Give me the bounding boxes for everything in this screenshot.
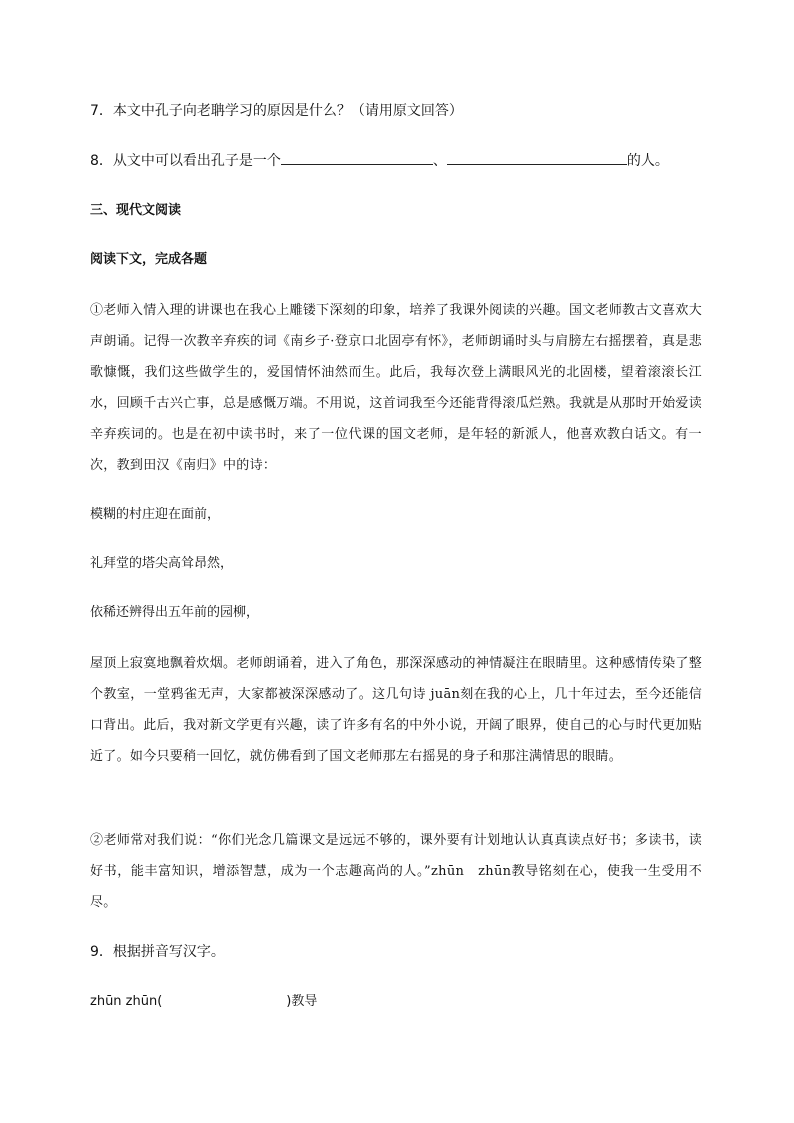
answer-blank-1[interactable] [281,150,433,165]
question-8-separator: 、 [432,153,447,169]
pinyin-text: zhūn zhūn( [90,994,163,1009]
section-title: 三、现代文阅读 [90,203,182,218]
question-8-prefix: 8．从文中可以看出孔子是一个 [90,153,281,169]
poem-line-1: 模糊的村庄迎在面前， [90,507,221,522]
answer-close-text: )教导 [286,994,318,1009]
passage-paragraph-2: 屋顶上寂寞地飘着炊烟。老师朗诵着，进入了角色，那深深感动的神情凝注在眼睛里。这种感情传染了整个教室，一堂鸦雀无声，大家都被深深感动了。这几句诗 juān刻在我的心上，几十年过去，至今还能信口背出。此后，我对新文学更有兴趣，读了许多有名的中外小说，开阔了眼界，使自己的心与时代更加贴近了。如今只要稍一回忆，就仿佛看到了国文老师那左右摇晃的身子和那注满情思的眼睛。 [90,656,702,764]
question-9: 9．根据拼音写汉字。 [90,944,225,960]
section-instruction: 阅读下文，完成各题 [90,252,208,267]
poem-line-2: 礼拜堂的塔尖高耸昂然， [90,556,234,571]
question-7: 7．本文中孔子向老聃学习的原因是什么？（请用原文回答） [90,103,463,119]
passage-paragraph-1: ①老师入情入理的讲课也在我心上雕镂下深刻的印象，培养了我课外阅读的兴趣。国文老师教古文喜欢大声朗诵。记得一次教辛弃疾的词《南乡子·登京口北固亭有怀》，老师朗诵时头与肩膀左右摇摆着，真是悲歌慷慨，我们这些做学生的，爱国情怀油然而生。此后，我每次登上满眼风光的北固楼，望着滚滚长江水，回顾千古兴亡事，总是感慨万端。不用说，这首词我至今还能背得滚瓜烂熟。我就是从那时开始爱读辛弃疾词的。也是在初中读书时，来了一位代课的国文老师，是年轻的新派人，他喜欢教白话文。有一次，教到田汉《南归》中的诗： [90,303,702,473]
question-8-suffix: 的人。 [626,153,669,169]
poem-line-3: 依稀还辨得出五年前的园柳， [90,605,260,620]
question-9-answer-line [90,992,702,1012]
answer-blank-2[interactable] [447,150,627,165]
passage-paragraph-3: ②老师常对我们说：“你们光念几篇课文是远远不够的，课外要有计划地认认真真读点好书；多读书，读好书，能丰富知识，增添智慧，成为一个志趣高尚的人。”zhūn zhūn教导铭刻在心，使我一生受用不尽。 [90,833,702,910]
question-8 [90,150,702,171]
